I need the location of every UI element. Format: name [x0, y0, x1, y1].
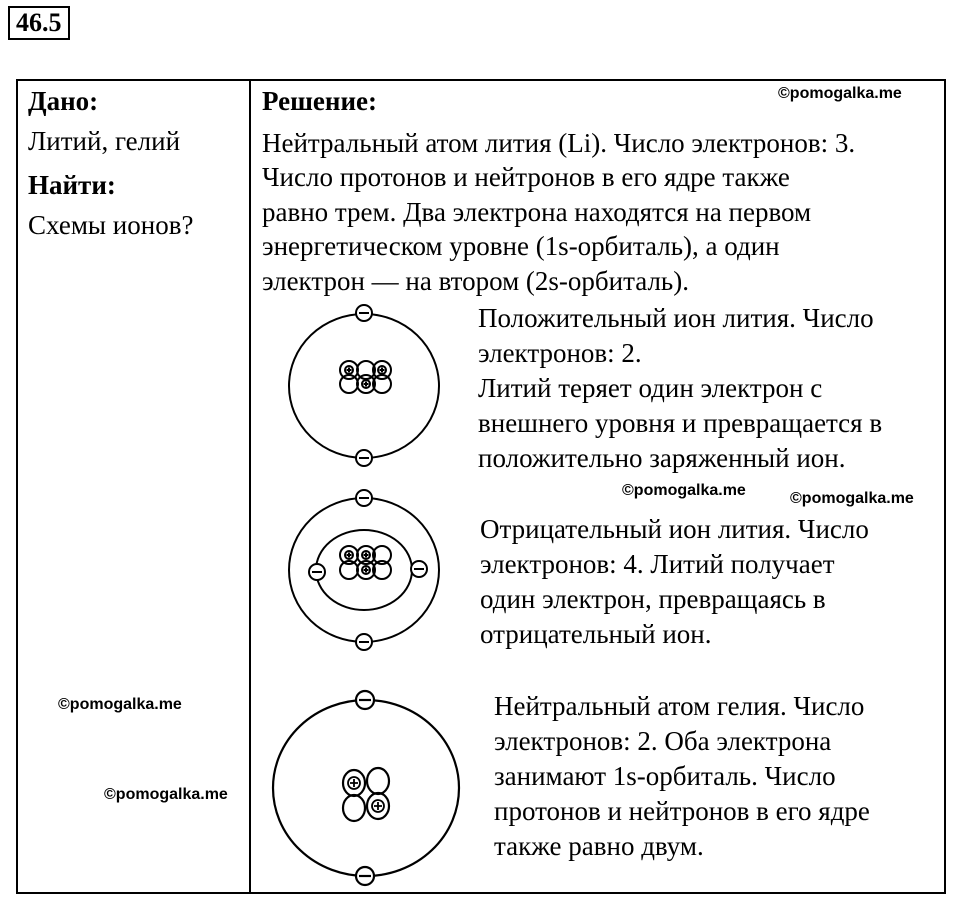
intro-line: Число протонов и нейтронов в его ядре также: [262, 162, 790, 192]
proton-icon: [362, 566, 370, 574]
negative-lithium-ion-diagram: [280, 486, 450, 654]
solution-heading: Решение:: [262, 86, 377, 116]
orbit-shell: [289, 314, 439, 458]
intro-line: равно трем. Два электрона находятся на первом: [262, 197, 812, 227]
helium-line: также равно двум.: [494, 831, 704, 861]
proton-icon: [345, 366, 353, 374]
proton-icon: [362, 380, 370, 388]
electron-icon: [356, 867, 374, 885]
intro-line: энергетическом уровне (1s-орбиталь), а один: [262, 231, 780, 261]
problem-number: 46.5: [8, 6, 70, 40]
watermark: ©pomogalka.me: [778, 85, 902, 102]
negative-ion-line: отрицательный ион.: [480, 619, 712, 649]
electron-icon: [356, 490, 372, 506]
positive-lithium-ion-diagram: [280, 300, 450, 470]
proton-icon: [362, 551, 370, 559]
helium-line: Нейтральный атом гелия. Число: [494, 691, 865, 721]
negative-ion-line: Отрицательный ион лития. Число: [480, 514, 869, 544]
electron-icon: [356, 450, 372, 466]
neutron-icon: [343, 795, 365, 821]
intro-line: Нейтральный атом лития (Li). Число электронов: 3.: [262, 128, 856, 158]
find-text: Схемы ионов?: [28, 210, 194, 240]
helium-atom-diagram: [262, 684, 472, 894]
electron-icon: [356, 305, 372, 321]
positive-ion-line: положительно заряженный ион.: [478, 443, 846, 473]
electron-icon: [411, 561, 427, 577]
orbit-shell: [273, 700, 459, 876]
negative-ion-line: электронов: 4. Литий получает: [480, 549, 835, 579]
proton-icon: [345, 551, 353, 559]
positive-ion-line: внешнего уровня и превращается в: [478, 408, 883, 438]
given-text: Литий, гелий: [28, 126, 181, 156]
given-heading: Дано:: [28, 86, 99, 116]
positive-ion-line: электронов: 2.: [478, 338, 642, 368]
electron-icon: [356, 634, 372, 650]
helium-line: занимают 1s-орбиталь. Число: [494, 761, 836, 791]
watermark: ©pomogalka.me: [58, 696, 182, 713]
electron-icon: [309, 564, 325, 580]
watermark: ©pomogalka.me: [790, 490, 914, 507]
watermark: ©pomogalka.me: [622, 482, 746, 499]
neutron-icon: [367, 768, 389, 794]
intro-line: электрон — на втором (2s-орбиталь).: [262, 266, 689, 296]
helium-line: протонов и нейтронов в его ядре: [494, 796, 870, 826]
column-divider: [249, 79, 251, 894]
find-heading: Найти:: [28, 170, 116, 200]
positive-ion-line: Положительный ион лития. Число: [478, 303, 874, 333]
electron-icon: [356, 691, 374, 709]
helium-line: электронов: 2. Оба электрона: [494, 726, 832, 756]
positive-ion-line: Литий теряет один электрон с: [478, 373, 823, 403]
negative-ion-line: один электрон, превращаясь в: [480, 584, 826, 614]
watermark: ©pomogalka.me: [104, 786, 228, 803]
proton-icon: [378, 366, 386, 374]
neutron-icon: [340, 375, 358, 393]
